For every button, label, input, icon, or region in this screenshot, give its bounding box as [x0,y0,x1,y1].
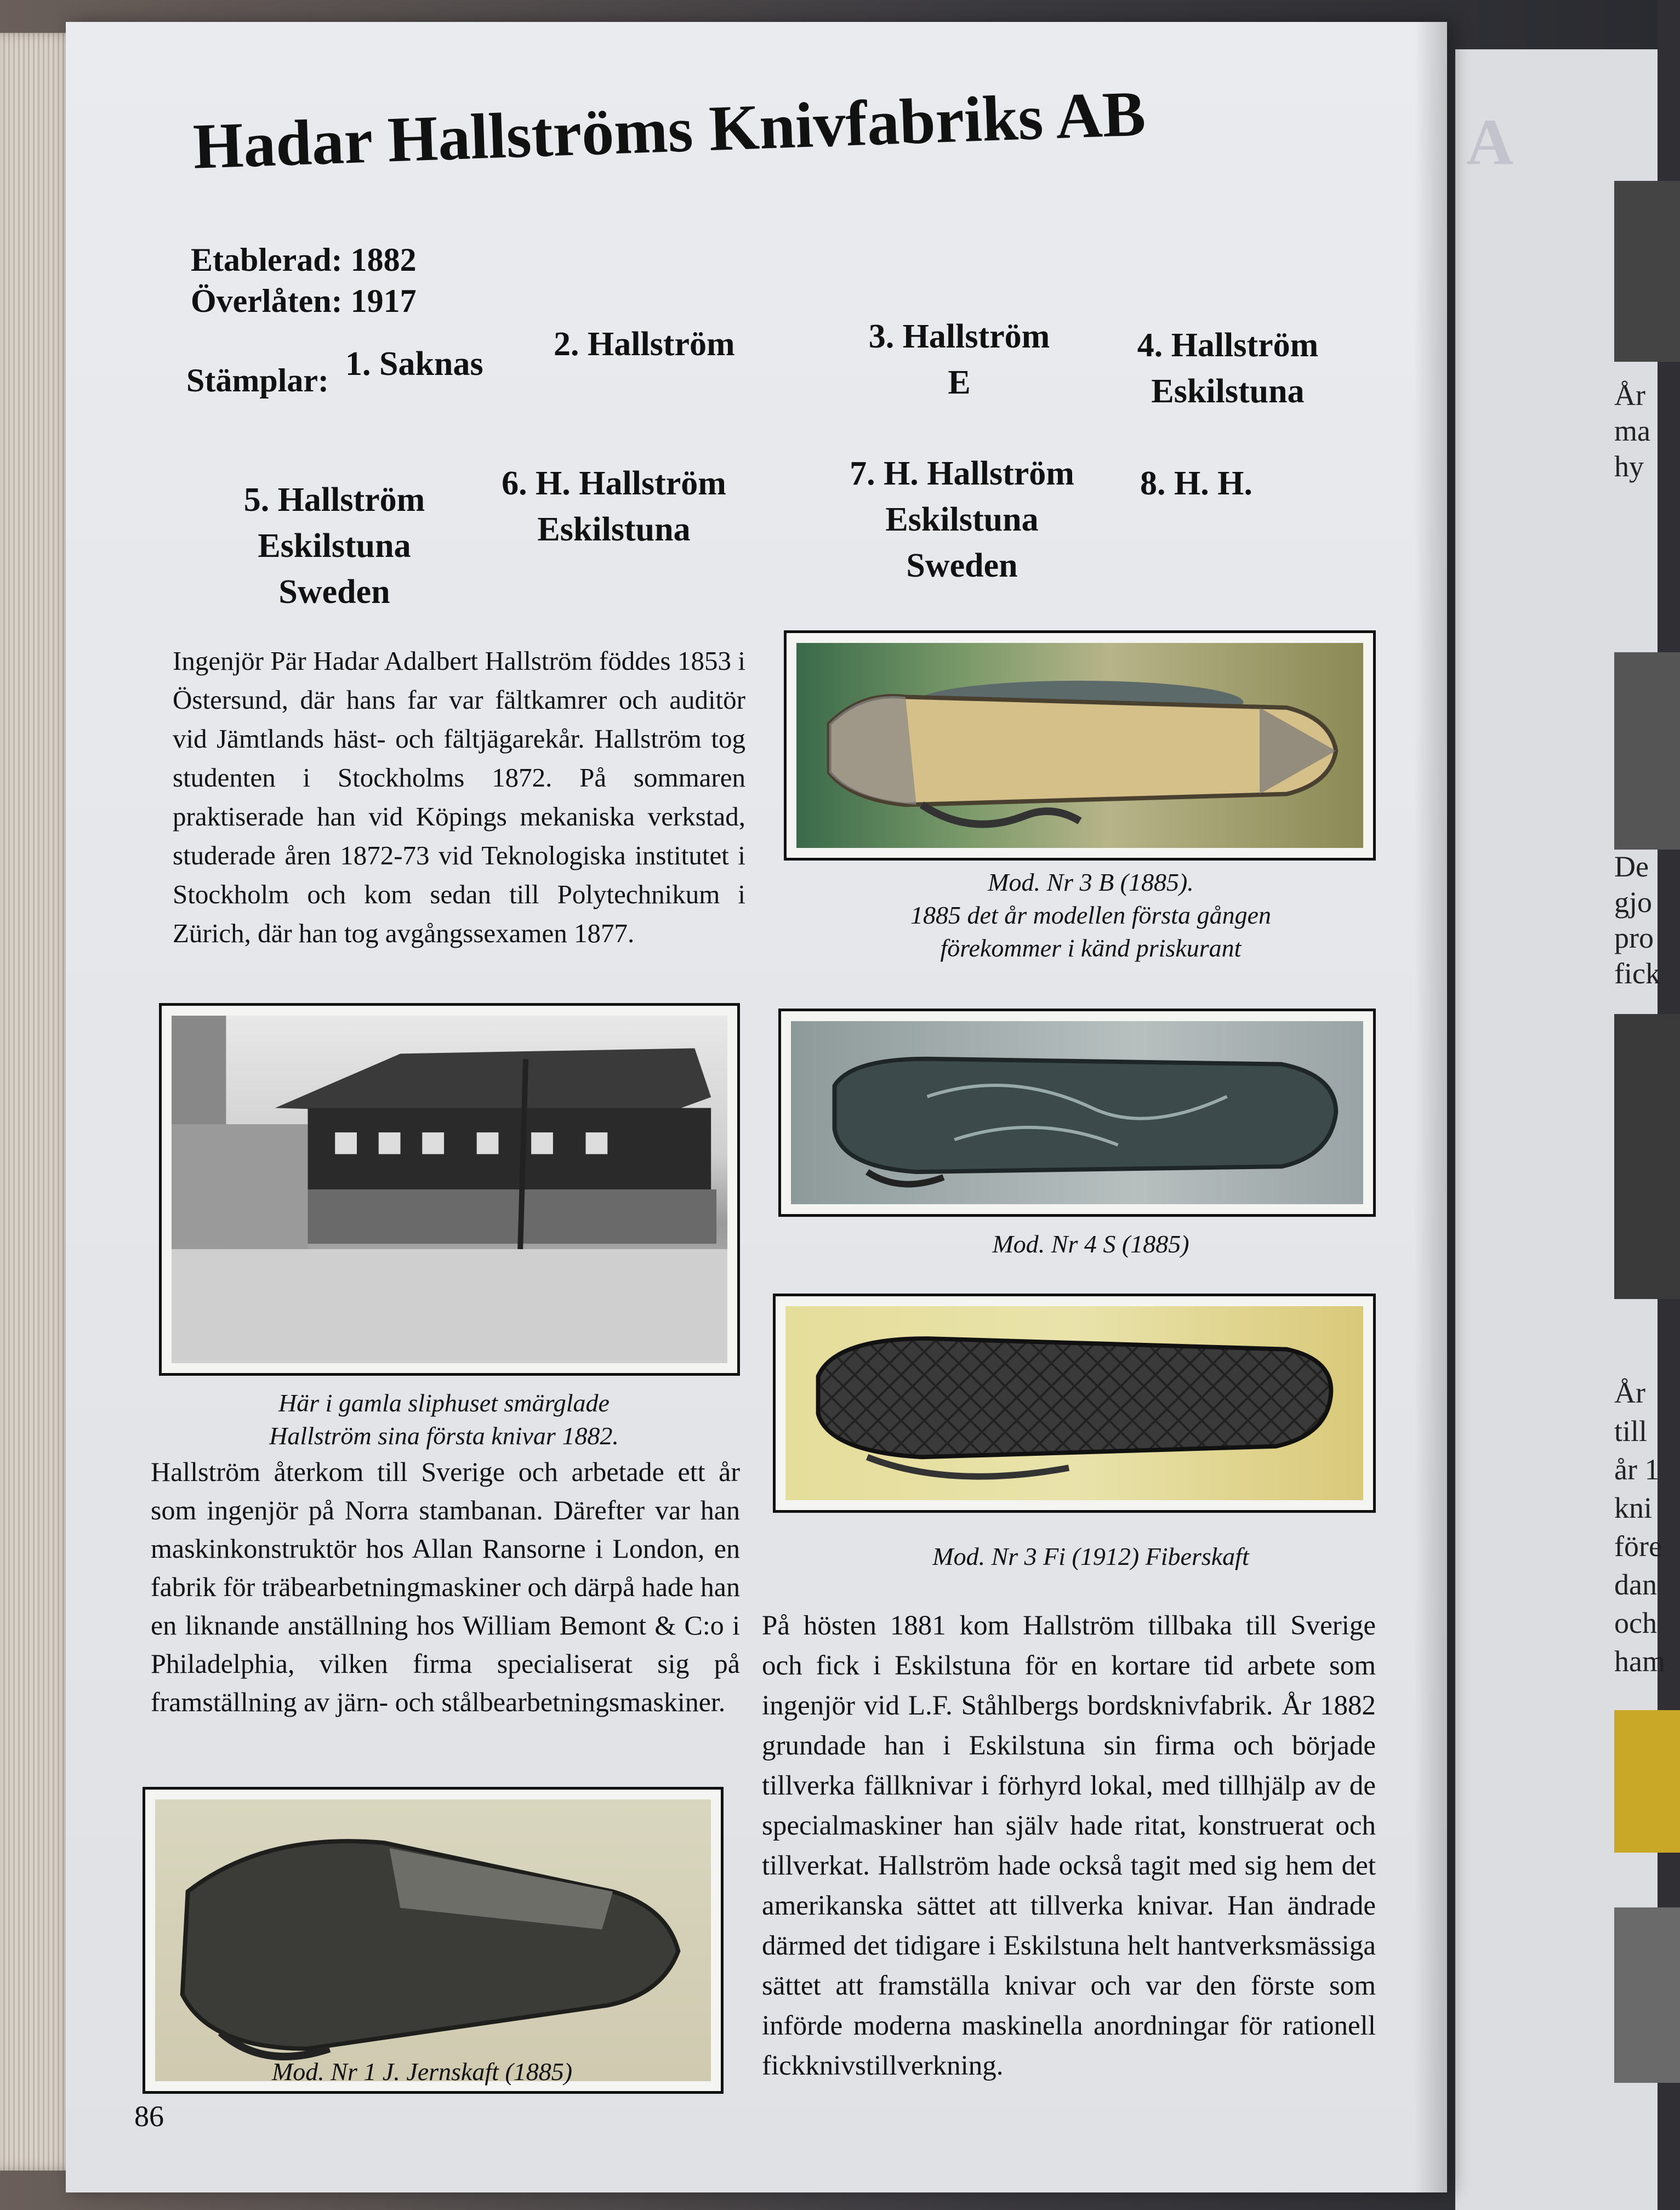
stamp-4: 4. Hallström Eskilstuna [1137,327,1319,410]
knife-image [785,1306,1363,1500]
next-page-text: till [1614,1415,1648,1448]
caption-knife-4s: Mod. Nr 4 S (1885) [992,1230,1189,1258]
next-page-photo [1614,1907,1680,2083]
right-paragraph [762,1606,1376,2086]
stamp-3: 3. Hallström E [868,318,1050,401]
next-page-text: före [1614,1530,1662,1563]
next-page-text: och [1614,1607,1657,1639]
next-page-text: kni [1614,1491,1653,1524]
caption-building: Här i gamla sliphuset smärglade Hallström sina första knivar 1882. [269,1389,619,1450]
next-page-text: ma [1614,414,1650,447]
next-page-text: hy [1614,450,1644,483]
next-page [1455,49,1665,2210]
page-gutter-shadow [1414,22,1447,2192]
knife-image [155,1799,711,2081]
building-image [172,1016,727,1363]
next-page-text: ham [1614,1645,1665,1678]
stamp-2: 2. Hallström [554,326,735,363]
next-page-text: De [1614,850,1649,883]
knife-photo-3b [784,630,1376,861]
next-page-text: år 1 [1614,1453,1660,1486]
next-page-text: gjo [1614,886,1653,919]
stamp-6: 6. H. Hallström Eskilstuna [502,465,726,548]
next-page-photo [1614,1710,1680,1853]
stamp-1: 1. Saknas [345,345,483,383]
intro-paragraph [173,641,745,953]
next-page-heading-fragment: A [1466,105,1514,178]
next-page-photo [1614,1014,1680,1299]
knife-photo-4s [778,1009,1376,1217]
next-page-text: År [1614,1376,1645,1409]
right-paragraph-text: På hösten 1881 kom Hallström tillbaka till Sverige och fick i Eskilstuna för en kortare tid arbete som ingenjör vid L.F. Ståhlbergs bordsknivfabrik. År 1882 grundade han i Eskilstuna sin firma och började tillverka fällknivar i förhyrd lokal, med tillhjälp av de specialmaskiner han själv hade ritat, konstruerat och tillverkat. Hallström hade också tagit med sig hem det amerikanska sättet att tillverka knivar. Han ändrade därmed det tidigare i Eskilstuna helt hantverksmässiga sättet att framställa knivar och var den förste som införde moderna maskinella anordningar för rationell fickknivstillverkning. [762,1610,1376,2081]
knife-image [791,1021,1363,1204]
next-page-text: År [1614,379,1645,412]
middle-paragraph [151,1453,740,1721]
stamp-7: 7. H. Hallström Eskilstuna Sweden [850,455,1074,584]
page-title: Hadar Hallströms Knivfabriks AB [192,77,1147,183]
knife-photo-3fi [773,1294,1376,1513]
stamp-8: 8. H. H. [1140,465,1252,502]
middle-paragraph-text: Hallström återkom till Sverige och arbetade ett år som ingenjör på Norra stambanan. Därefter var han maskinkonstruktör hos Allan Ransorne i London, en fabrik för träbearbetningmaskiner och därpå hade han en liknande anställning hos William Bemont & C:o i Philadelphia, vilken firma specialiserat sig på framställning av järn- och stålbearbetningsmaskiner. [151,1456,740,1717]
next-page-text: dan [1614,1568,1657,1601]
transferred-line: Överlåten: 1917 [191,283,417,319]
stamp-5: 5. Hallström Eskilstuna Sweden [243,481,425,611]
next-page-photo [1614,652,1680,850]
caption-knife-3b: Mod. Nr 3 B (1885). 1885 det år modellen första gången förekommer i känd priskurant [910,868,1271,962]
knife-image [796,643,1363,848]
stamps-label: Stämplar: [186,362,329,398]
caption-knife-3fi: Mod. Nr 3 Fi (1912) Fiberskaft [932,1542,1249,1570]
knife-photo-1j [143,1787,724,2094]
next-page-photo [1614,181,1680,362]
page-number: 86 [134,2100,164,2133]
next-page-text: fick [1614,957,1660,990]
building-photo [159,1003,740,1376]
intro-paragraph-text: Ingenjör Pär Hadar Adalbert Hallström föddes 1853 i Östersund, där hans far var fältkamrer och auditör vid Jämtlands häst- och fältjägarekår. Hallström tog studenten i Stockholms 1872. På sommaren praktiserade han vid Köpings mekaniska verkstad, studerade åren 1872-73 vid Teknologiska institutet i Stockholm och kom sedan till Polytechnikum i Zürich, där han tog avgångssexamen 1877. [173,646,745,948]
caption-knife-1j: Mod. Nr 1 J. Jernskaft (1885) [271,2058,573,2086]
next-page-text: pro [1614,921,1654,954]
established-line: Etablerad: 1882 [191,242,417,278]
